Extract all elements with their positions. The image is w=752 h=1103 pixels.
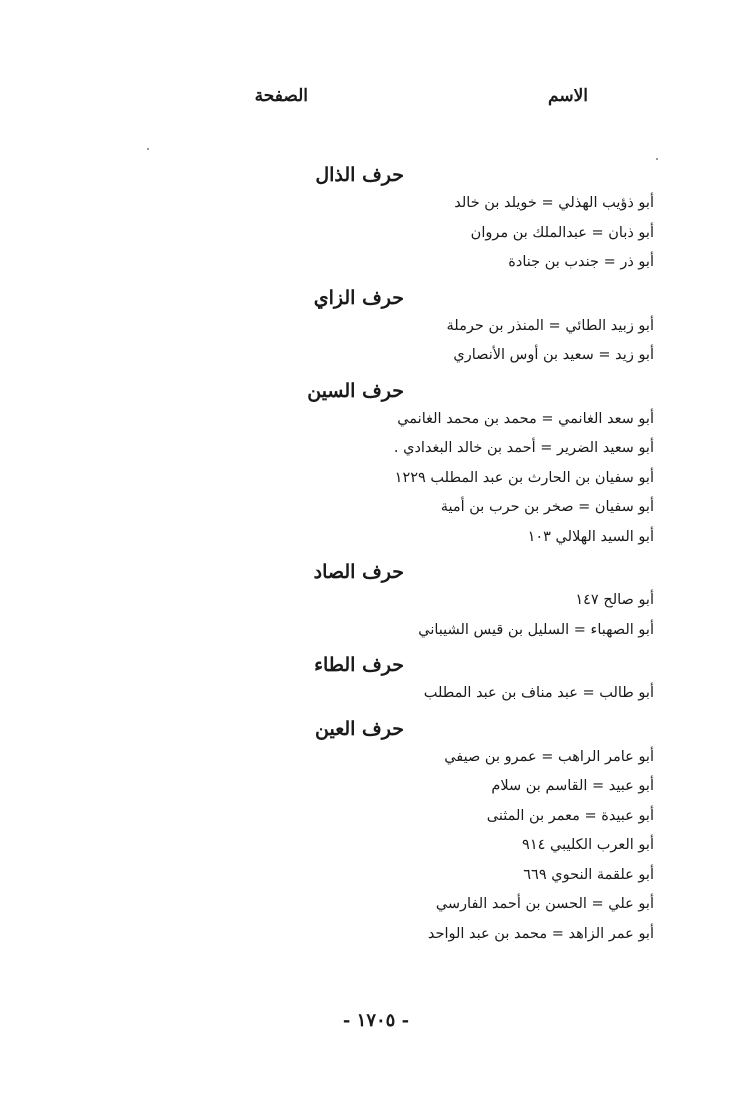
list-item: أبو الصهباء = السليل بن قيس الشيباني <box>418 621 654 638</box>
list-item: أبو العرب الكليبي ٩١٤ <box>522 837 654 853</box>
list-item: أبو عمر الزاهد = محمد بن عبد الواحد <box>427 925 654 942</box>
speck <box>656 158 658 160</box>
section-title: حرف الطاء <box>314 654 404 676</box>
letter-section <box>194 652 654 712</box>
list-item: أبو علقمة النحوي ٦٦٩ <box>523 866 654 883</box>
list-item: أبو زبيد الطائي = المنذر بن حرملة <box>446 317 654 334</box>
index-list <box>194 162 654 952</box>
list-item: أبو زيد = سعيد بن أوس الأنصاري <box>453 347 654 363</box>
list-item: أبو عبيدة = معمر بن المثنى <box>486 807 654 824</box>
list-item: أبو سفيان = صخر بن حرب بن أمية <box>440 499 654 515</box>
section-title: حرف العين <box>315 717 404 740</box>
list-item: أبو السيد الهلالي ١٠٣ <box>527 528 654 545</box>
list-item: أبو عبيد = القاسم بن سلام <box>491 778 654 794</box>
list-item: أبو عامر الراهب = عمرو بن صيفي <box>444 748 654 765</box>
list-item: أبو ذؤيب الهذلي = خويلد بن خالد <box>454 195 654 211</box>
page-column-header: الصفحة <box>254 86 308 106</box>
list-item: أبو سعد الغانمي = محمد بن محمد الغانمي <box>397 410 654 427</box>
page-number: - ١٧٠٥ - <box>342 1010 410 1031</box>
list-item: أبو طالب = عبد مناف بن عبد المطلب <box>423 685 654 701</box>
speck <box>147 148 149 150</box>
letter-section <box>194 559 654 648</box>
list-item: أبو علي = الحسن بن أحمد الفارسي <box>435 896 654 912</box>
list-item: أبو سعيد الضرير = أحمد بن خالد البغدادي . <box>393 440 654 456</box>
list-item: أبو ذر = جندب بن جنادة <box>508 254 654 270</box>
list-item: أبو ذبان = عبدالملك بن مروان <box>470 224 654 241</box>
section-title: حرف الذال <box>315 164 404 186</box>
name-column-header: الاسم <box>548 86 588 106</box>
letter-section <box>194 162 654 281</box>
list-item: أبو سفيان بن الحارث بن عبد المطلب ١٢٢٩ <box>394 469 654 486</box>
section-title: حرف الزاي <box>313 286 404 309</box>
list-item: أبو صالح ١٤٧ <box>575 592 654 608</box>
section-title: حرف الصاد <box>313 561 404 583</box>
letter-section <box>194 716 654 953</box>
letter-section <box>194 285 654 374</box>
letter-section <box>194 378 654 556</box>
section-title: حرف السين <box>307 379 404 402</box>
